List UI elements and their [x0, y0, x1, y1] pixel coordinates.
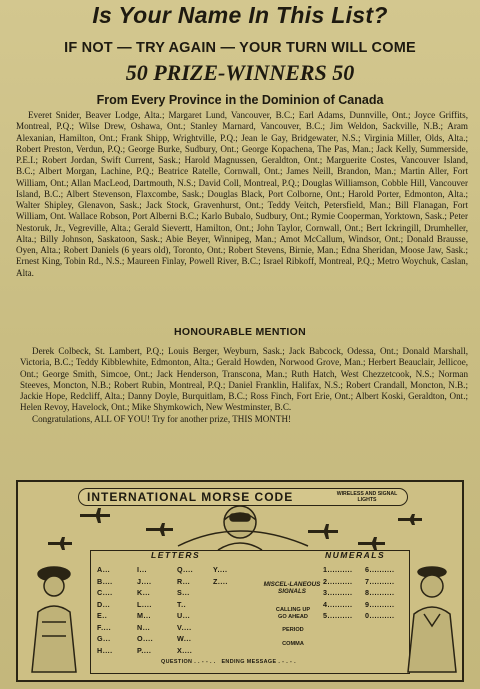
morse-letter-entry: X.... [177, 645, 193, 655]
morse-numeral-entry: 4.......... [323, 599, 353, 609]
morse-code-subtitle: WIRELESS AND SIGNAL LIGHTS [336, 491, 398, 503]
morse-letter-entry: F.... [97, 622, 112, 632]
province-heading: From Every Province in the Dominion of Canada [96, 93, 384, 107]
morse-letter-entry: Q.... [177, 565, 194, 574]
morse-numeral-entry: 3.......... [323, 588, 353, 597]
morse-letter-entry: B.... [97, 576, 113, 586]
morse-letter-entry: P.... [137, 645, 152, 655]
morse-letter-entry: N... [137, 622, 151, 632]
page-title: Is Your Name In This List? [92, 2, 388, 28]
morse-letter-entry: D... [97, 599, 111, 609]
morse-letter-entry: Z.... [213, 576, 228, 586]
soldier-illustration [24, 562, 84, 672]
morse-letter-entry: O.... [137, 634, 154, 643]
pilot-illustration [178, 506, 308, 550]
morse-letter-entry: H.... [97, 645, 113, 655]
miscellaneous-signals-label: MISCEL-LANEOUS SIGNALS [263, 581, 321, 595]
question-ending-line [161, 659, 296, 665]
honourable-mention-list [20, 346, 468, 425]
question-label: QUESTION [161, 659, 193, 665]
letters-heading: LETTERS [151, 550, 201, 560]
morse-letter-entry: M... [137, 611, 151, 620]
congratulations-line: Congratulations, ALL OF YOU! Try for another prize, THIS MONTH! [32, 413, 292, 424]
morse-code-title: INTERNATIONAL MORSE CODE [87, 490, 294, 504]
morse-letter-entry: C.... [97, 588, 113, 597]
morse-numeral-entry: 6.......... [365, 565, 395, 574]
morse-numeral-entry: 9.......... [365, 599, 395, 609]
sailor-illustration [402, 562, 462, 672]
numerals-heading: NUMERALS [325, 550, 386, 560]
morse-letter-entry: J.... [137, 576, 152, 586]
calling-up-label: CALLING UP [275, 607, 311, 613]
morse-letter-entry: I... [137, 565, 147, 574]
morse-letter-entry: A... [97, 565, 111, 574]
morse-numeral-entry: 2.......... [323, 576, 353, 586]
morse-letter-entry: V.... [177, 622, 192, 632]
morse-letter-entry: R... [177, 576, 191, 586]
page-subtitle: IF NOT — TRY AGAIN — YOUR TURN WILL COME [64, 40, 416, 56]
period-label: PERIOD [282, 627, 304, 633]
morse-letter-entry: U... [177, 611, 191, 620]
morse-letter-entry: S... [177, 588, 190, 597]
ending-message-label: ENDING MESSAGE [221, 659, 277, 665]
morse-numeral-entry: 8.......... [365, 588, 395, 597]
morse-letter-entry: W... [177, 634, 192, 643]
morse-numeral-entry: 5.......... [323, 611, 353, 620]
morse-code-panel [16, 480, 464, 682]
honourable-mention-heading: HONOURABLE MENTION [174, 326, 306, 338]
morse-code-table [90, 550, 410, 674]
morse-letter-entry: G... [97, 634, 111, 643]
prize-winners-heading: 50 PRIZE-WINNERS 50 [125, 60, 355, 85]
go-ahead-label: GO AHEAD [278, 614, 308, 620]
winners-list: Everet Snider, Beaver Lodge, Alta.; Margaret Lund, Vancouver, B.C.; Earl Adams, Dunnville, Ont.; Joyce Griffits, Montreal, P.Q.; Wilse Drew, Oshawa, Ont.; Stanley Marnard, Vancouver, B.C.; Jim Weldon, Sackville, N.B.; Aram Alexanian, Hamilton, Ont.; Frank Shipp, Wrightville, P.Q.; Jean le Gay, Bridgewater, N.S.; Virginia Miller, Olds, Alta.; Robert Preston, Verdun, P.Q.; George Burke, Sudbury, Ont.; George Kopachena, The Pas, Man.; Jack Kelly, Summerside, P.E.I.; Robert Jordan, Swift Current, Sask.; Harold Magnussen, Geraldton, Ont.; Marguerite Costes, Vancouver Island, B.C.; Albert Morgan, Lachine, P.Q.; Beatrice Ratelle, Cornwall, Ont.; James Neill, Brandon, Man.; Martin Aller, Fort William, Ont.; Allan MacLeod, Dartmouth, N.S.; David Coll, Montreal, P.Q.; Douglas Williamson, Cobble Hill, Vancouver Island, B.C.; Albert Stevenson, Flaxcombe, Sask.; Douglas Black, Port Colborne, Ont.; Harold Porter, Edmonton, Alta.; Walter Shipley, Glenavon, Sask.; Jack Stock, Gravenhurst, Ont.; Teddy Veitch, Petersfield, Man.; Bill Flanagan, Fort William, Ont. Wallace Robson, Port Alberni B.C.; Karlo Bubalo, Sudbury, Ont.; Rymie Cooperman, Yorktown, Sask.; Peter Nestoruk, Jr., Vegreville, Alta.; Gerald Sievertt, Hamilton, Ont.; John Taylor, Cornwall, Ont.; Bert Ickringill, Drumheller, Alta.; Billy Johnson, Saskatoon, Sask.; Abie Beyer, Winnipeg, Man.; Amot McCallum, Windsor, Ont.; Donald Brausse, Oyen, Alta.; Robert Daniels (6 years old), Toronto, Ont.; Robert Stevens, Birnie, Man.; Edna Sheridan, Moose Jaw, Sask.; Ernest King, Tobin Rd., N.S.; Maureen Finlay, Powell River, B.C.; Israel Ribkoff, Montreal, P.Q.; Metro Woychuk, Caslan, Alta. [16, 110, 468, 278]
question-code: . . - - . . [194, 659, 220, 665]
morse-letter-entry: K... [137, 588, 151, 597]
morse-numeral-entry: 1.......... [323, 565, 353, 574]
comma-label: COMMA [282, 641, 304, 647]
morse-numeral-entry: 0.......... [365, 611, 395, 620]
ending-code: . - . - . [278, 659, 297, 665]
morse-letter-entry: Y.... [213, 565, 228, 574]
morse-numeral-entry: 7.......... [365, 576, 395, 586]
morse-letter-entry: L.... [137, 599, 152, 609]
morse-letter-entry: E.. [97, 611, 108, 620]
morse-letter-entry: T.. [177, 599, 187, 609]
honourable-mention-names: Derek Colbeck, St. Lambert, P.Q.; Louis Berger, Weyburn, Sask.; Jack Babcock, Odessa, Ont.; Donald Marshall, Victoria, B.C.; Teddy Kibblewhite, Edmonton, Alta.; Gerald Howden, Norwood Grove, Man.; Herbert Beauclair, Jellicoe, Ont.; George Smith, Simcoe, Ont.; Jack Henderson, Transcona, Man.; Ruth Hatch, West Chezzetcook, N.S.; Norman Steeves, Moncton, N.B.; Robert Rubin, Montreal, P.Q.; Daniel Franklin, Halifax, N.S.; Robert Crandall, Moncton, N.B.; Jackie Hope, Redcliff, Alta.; Danny Doyle, Burquitlam, B.C.; Ross Finch, Fort Erie, Ont.; Albert Koski, Geraldton, Ont.; Helen Revoy, Havelock, Ont.; Mike Shymkowich, New Westminster, B.C. [20, 346, 468, 413]
